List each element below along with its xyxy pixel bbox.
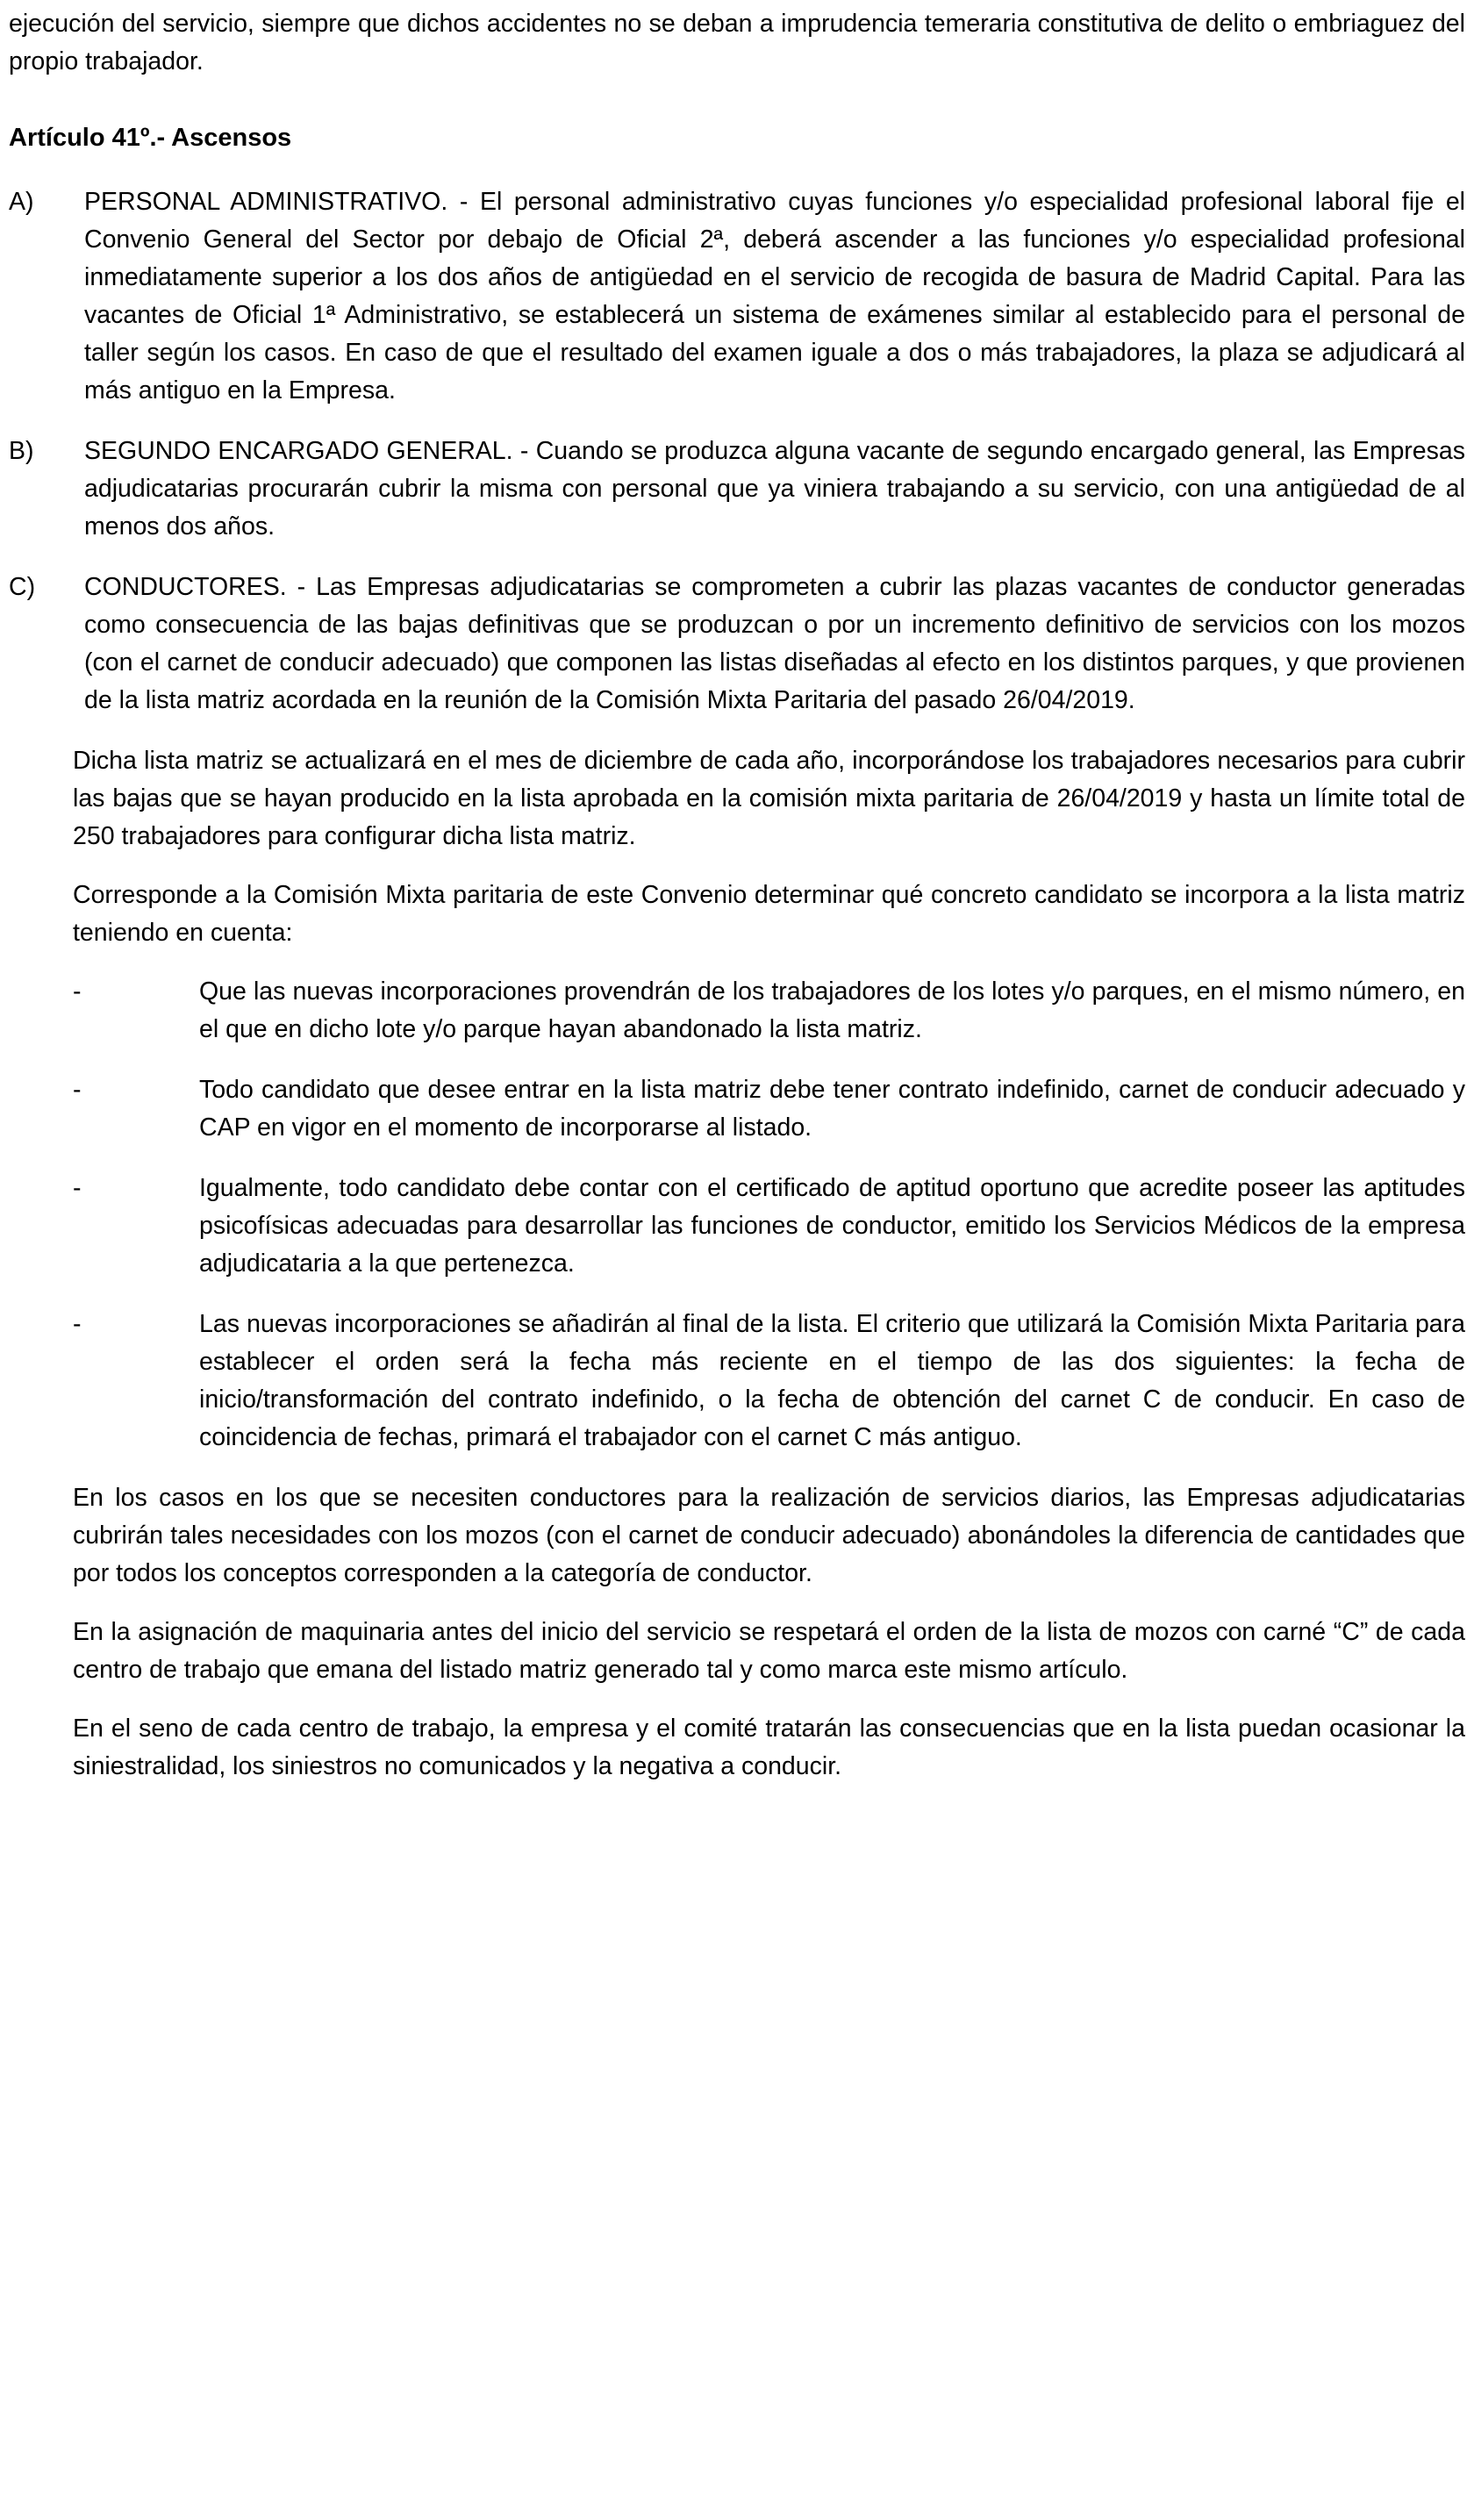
lettered-item-b [9, 433, 1465, 546]
lettered-item-b-label: B) [9, 437, 34, 465]
lettered-item-b-text: SEGUNDO ENCARGADO GENERAL. - Cuando se produzca alguna vacante de segundo encargado general, las Empresas adjudicatarias procurarán cubrir la misma con personal que ya viniera trabajando a su servicio, con una antigüedad de al menos dos años. [84, 437, 1465, 541]
dash-item-orden-lista [73, 1306, 1465, 1457]
article-heading: Artículo 41º.- Ascensos [9, 124, 292, 152]
dash-item-requisitos-contrato [73, 1071, 1465, 1147]
closing-paragraph-centro-trabajo: En el seno de cada centro de trabajo, la empresa y el comité tratarán las consecuencias que en la lista puedan ocasionar la siniestralidad, los siniestros no comunicados y la negativa a conducir. [73, 1715, 1465, 1780]
dash-item-text: Las nuevas incorporaciones se añadirán al final de la lista. El criterio que utilizará la Comisión Mixta Paritaria para establecer el orden será la fecha más reciente en el tiempo de las dos siguientes: la fecha de inicio/transformación del contrato indefinido, o la fecha de obtención del carnet C de conducir. En caso de coincidencia de fechas, primará el trabajador con el carnet C más antiguo. [199, 1310, 1465, 1451]
sub-paragraph-comision-mixta: Corresponde a la Comisión Mixta paritaria de este Convenio determinar qué concreto candidato se incorpora a la lista matriz teniendo en cuenta: [73, 881, 1465, 947]
lettered-item-c-label: C) [9, 573, 36, 601]
closing-paragraph-asignacion-maquinaria: En la asignación de maquinaria antes del inicio del servicio se respetará el orden de la lista de mozos con carné “C” de cada centro de trabajo que emana del listado matriz generado tal y como marca este mismo artículo. [73, 1618, 1465, 1684]
intro-paragraph: ejecución del servicio, siempre que dichos accidentes no se deban a imprudencia temeraria constitutiva de delito o embriaguez del propio trabajador. [9, 10, 1465, 75]
lettered-item-c [9, 569, 1465, 719]
lettered-item-a-label: A) [9, 188, 34, 216]
dash-item-text: Todo candidato que desee entrar en la lista matriz debe tener contrato indefinido, carnet de conducir adecuado y CAP en vigor en el momento de incorporarse al listado. [199, 1076, 1465, 1142]
lettered-item-a [9, 183, 1465, 410]
dash-marker: - [73, 1310, 82, 1338]
dash-marker: - [73, 1174, 82, 1202]
lettered-item-a-text: PERSONAL ADMINISTRATIVO. - El personal administrativo cuyas funciones y/o especialidad profesional laboral fije el Convenio General del Sector por debajo de Oficial 2ª, deberá ascender a las funciones y/o especialidad profesional inmediatamente superior a los dos años de antigüedad en el servicio de recogida de basura de Madrid Capital. Para las vacantes de Oficial 1ª Administrativo, se establecerá un sistema de exámenes similar al establecido para el personal de taller según los casos. En caso de que el resultado del examen iguale a dos o más trabajadores, la plaza se adjudicará al más antiguo en la Empresa. [84, 188, 1465, 404]
dash-item-certificado-aptitud [73, 1170, 1465, 1283]
dash-item-text: Que las nuevas incorporaciones provendrán de los trabajadores de los lotes y/o parques, en el mismo número, en el que en dicho lote y/o parque hayan abandonado la lista matriz. [199, 977, 1465, 1043]
closing-paragraph-servicios-diarios: En los casos en los que se necesiten conductores para la realización de servicios diarios, las Empresas adjudicatarias cubrirán tales necesidades con los mozos (con el carnet de conducir adecuado) abonándoles la diferencia de cantidades que por todos los conceptos corresponden a la categoría de conductor. [73, 1484, 1465, 1587]
dash-marker: - [73, 977, 82, 1006]
sub-paragraph-lista-matriz: Dicha lista matriz se actualizará en el mes de diciembre de cada año, incorporándose los trabajadores necesarios para cubrir las bajas que se hayan producido en la lista aprobada en la comisión mixta paritaria de 26/04/2019 y hasta un límite total de 250 trabajadores para configurar dicha lista matriz. [73, 747, 1465, 850]
lettered-item-c-text: CONDUCTORES. - Las Empresas adjudicatarias se comprometen a cubrir las plazas vacantes de conductor generadas como consecuencia de las bajas definitivas que se produzcan o por un incremento definitivo de servicios con los mozos (con el carnet de conducir adecuado) que componen las listas diseñadas al efecto en los distintos parques, y que provienen de la lista matriz acordada en la reunión de la Comisión Mixta Paritaria del pasado 26/04/2019. [84, 573, 1465, 714]
dash-item-incorporaciones [73, 973, 1465, 1049]
dash-item-text: Igualmente, todo candidato debe contar con el certificado de aptitud oportuno que acredite poseer las aptitudes psicofísicas adecuadas para desarrollar las funciones de conductor, emitido los Servicios Médicos de la empresa adjudicataria a la que pertenezca. [199, 1174, 1465, 1278]
dash-marker: - [73, 1076, 82, 1104]
